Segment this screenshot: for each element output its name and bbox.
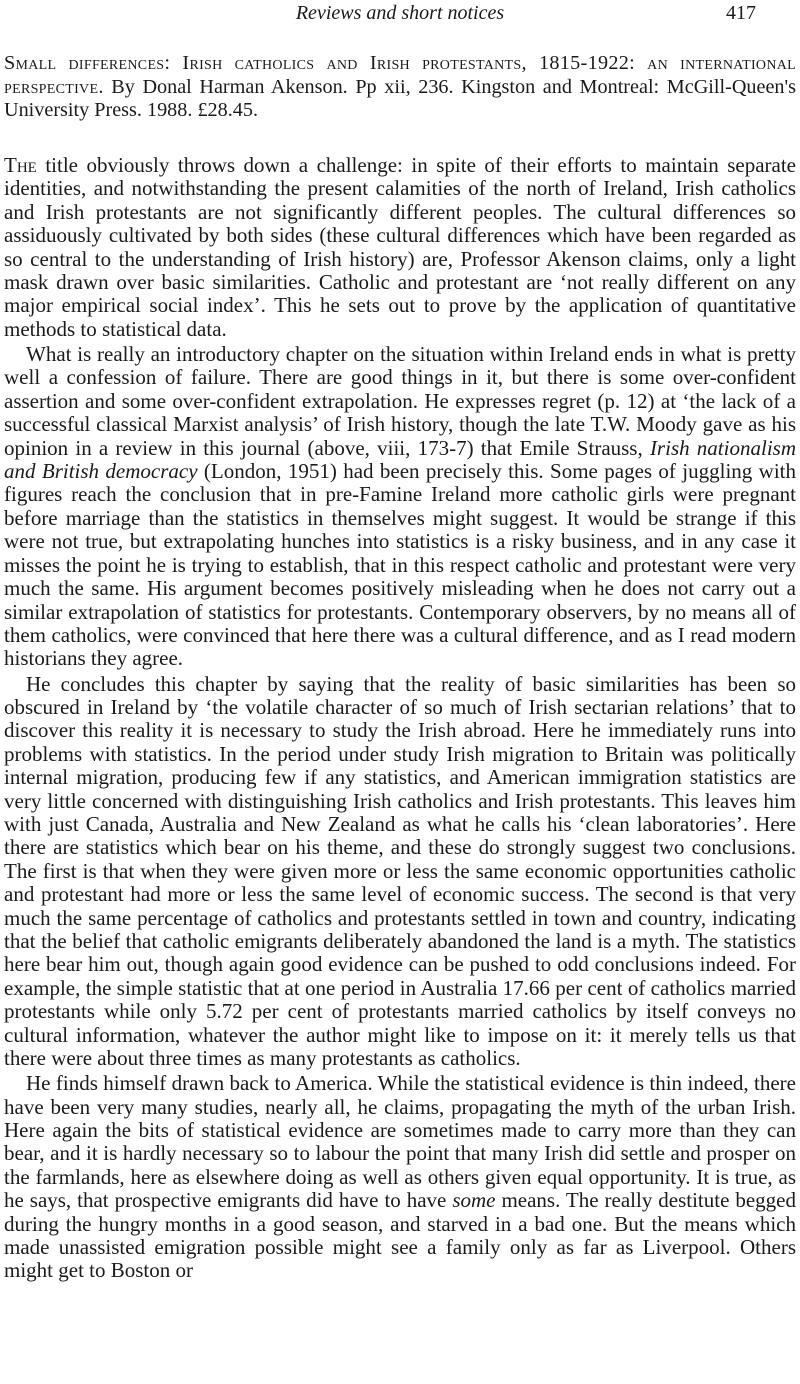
review-body (4, 154, 796, 1285)
paragraph-1-text: title obviously throws down a challenge: in spite of their efforts to maintain separate identities, and notwithstanding the present calamities of the north of Ireland, Irish catholics and Irish protestants are not significantly different peoples. The cultural differences so assiduously cultivated by both sides (these cultural differences which have been regarded as so central to the understanding of Irish history) are, Professor Akenson claims, only a light mask drawn over basic similarities. Catholic and protestant are ‘not really different on any major empirical social index’. This he sets out to prove by the application of quantitative methods to statistical data. (4, 153, 796, 341)
running-head (0, 0, 800, 30)
paragraph-4-text-b: means. The really destitute begged during the hungry months in a good season, and starved in a bad one. But the means which made unassisted emigration possible might see a family only as far as Liverpool. Others might get to Boston or (4, 1188, 797, 1283)
paragraph-3: He concludes this chapter by saying that the reality of basic similarities has been so obscured in Ireland by ‘the volatile character of so much of Irish sectarian relations’ that to discover this reality it is necessary to study the Irish abroad. Here he immediately runs into problems with statistics. In the period under study Irish migration to Britain was politically internal migration, producing few if any statistics, and American immigration statistics are very little concerned with distinguishing Irish catholics and Irish protestants. This leaves him with just Canada, Australia and New Zealand as what he calls his ‘clean laboratories’. Here there are statistics which bear on his theme, and these do strongly suggest two conclusions. The first is that when they were given more or less the same economic opportunities catholic and protestant had more or less the same level of economic success. The second is that very much the same percentage of catholics and protestants settled in town and country, indicating that the belief that catholic emigrants deliberately abandoned the land is a myth. The statistics here bear him out, though again good evidence can be pushed to odd conclusions indeed. For example, the simple statistic that at one period in Australia 17.66 per cent of catholics married protestants while only 5.72 per cent of protestants married catholics by itself conveys no cultural information, whatever the author might like to impose on it: it merely tells us that there were about three times as many protestants as catholics. (4, 671, 796, 1071)
book-citation (4, 52, 796, 123)
book-details: By Donal Harman Akenson. Pp xii, 236. Kingston and Montreal: McGill-Queen's University Press. 1988. £28.45. (4, 75, 796, 122)
paragraph-1 (4, 154, 796, 341)
paragraph-2-text-b: (London, 1951) had been precisely this. Some pages of juggling with figures reach the conclusion that in pre-Famine Ireland more catholic girls were pregnant before marriage than the statistics in themselves might suggest. It would be strange if this were not true, but extrapolating hunches into statistics is a risky business, and in any case it misses the point he is trying to establish, that in this respect catholic and protestant were very much the same. His argument becomes positively misleading when he does not carry out a similar extrapolation of statistics for protestants. Contemporary observers, by no means all of them catholics, were convinced that here there was a cultural difference, and as I read modern historians they agree. (4, 459, 796, 671)
paragraph-4 (4, 1072, 796, 1283)
page-number: 417 (726, 2, 756, 24)
paragraph-4-text-a: He finds himself drawn back to America. While the statistical evidence is thin indeed, there have been very many studies, nearly all, he claims, propagating the myth of the urban Irish. Here again the bits of statistical evidence are sometimes made to carry more than they can bear, and it is hardly necessary so to labour the point that many Irish did settle and prosper on the farmlands, here as elsewhere doing as well as others given equal opportunity. It is true, as he says, that prospective emigrants did have to have (4, 1071, 796, 1213)
cited-book-title: Irish nationalism and British democracy (4, 435, 796, 484)
paragraph-2 (4, 343, 796, 671)
paragraph-2-text-a: What is really an introductory chapter on the situation within Ireland ends in what is pretty well a confession of failure. There are good things in it, but there is some over-confident assertion and some over-confident extrapolation. He expresses regret (p. 12) at ‘the lack of a successful classical Marxist analysis’ of Irish history, though the late T.W. Moody gave as his opinion in a review in this journal (above, viii, 173-7) that Emile Strauss, (4, 342, 796, 460)
lead-word: The (4, 153, 37, 177)
running-title: Reviews and short notices (295, 2, 505, 24)
book-title: Small differences: Irish catholics and Irish protestants, 1815-1922: an international perspective. (4, 52, 796, 98)
emphasis-some: some (452, 1188, 496, 1213)
